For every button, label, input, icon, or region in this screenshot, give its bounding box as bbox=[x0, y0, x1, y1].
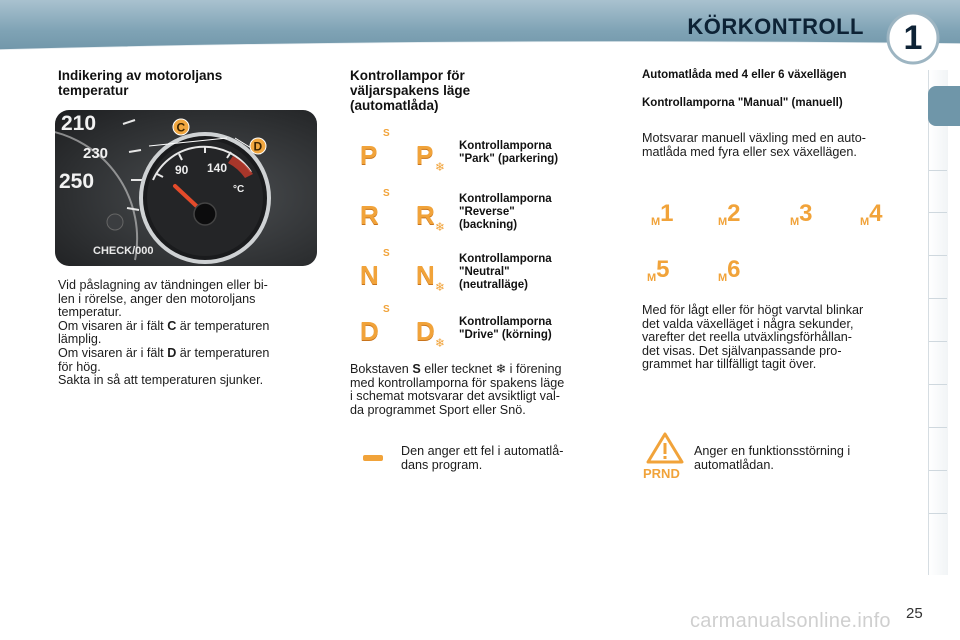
edge-tick bbox=[929, 427, 947, 428]
speed-230: 230 bbox=[83, 145, 109, 162]
oil-temperature-gauge-image bbox=[55, 110, 317, 266]
edge-tick bbox=[929, 384, 947, 385]
c-line: Om visaren är i fält C är temperaturen bbox=[58, 318, 270, 333]
warning-description: Anger en funktionsstörning i automatlådan. bbox=[694, 444, 851, 472]
speed-250: 250 bbox=[59, 170, 95, 193]
watermark: carmanualsonline.info bbox=[690, 610, 891, 632]
d-line: Om visaren är i fält D är temperaturen bbox=[58, 345, 270, 360]
snowflake-icon: ❄ bbox=[435, 220, 446, 234]
lamp-reverse bbox=[360, 190, 460, 234]
snowflake-icon: ❄ bbox=[435, 336, 446, 350]
right-heading: Automatlåda med 4 eller 6 växellägen bbox=[642, 69, 847, 81]
lamp-neutral-label: Kontrollamporna "Neutral" (neutralläge) bbox=[459, 253, 552, 291]
fault-description: Den anger ett fel i automatlå- dans program. bbox=[401, 444, 564, 472]
zone-c-label: C bbox=[176, 120, 186, 135]
gear-m1-indicator: M1 bbox=[651, 200, 674, 228]
edge-tick bbox=[929, 170, 947, 171]
program-fault-dash-icon bbox=[363, 455, 383, 461]
gearbox-warning-icon bbox=[642, 432, 688, 482]
edge-tick bbox=[929, 212, 947, 213]
lamp-d-sport: D bbox=[360, 316, 379, 346]
prnd-label: PRND bbox=[643, 466, 680, 481]
gear-m6-indicator: M6 bbox=[718, 256, 741, 284]
chapter-number: 1 bbox=[903, 19, 923, 57]
dial-unit: °C bbox=[233, 184, 245, 195]
page-header bbox=[0, 0, 960, 56]
lamp-d-snow: D bbox=[416, 316, 435, 346]
lamp-n-sport: N bbox=[360, 260, 379, 290]
gauge-drawing bbox=[55, 110, 317, 266]
lamp-park bbox=[360, 130, 460, 174]
manual-intro: Motsvarar manuell växling med en auto- matlåda med fyra eller sex växellägen. bbox=[642, 131, 866, 159]
lamp-n-snow: N bbox=[416, 260, 435, 290]
sport-s-icon: S bbox=[383, 188, 390, 199]
gear-m2-indicator: M2 bbox=[718, 200, 741, 228]
edge-tick bbox=[929, 341, 947, 342]
dial-140: 140 bbox=[207, 161, 228, 175]
speed-210: 210 bbox=[61, 112, 97, 135]
left-heading: Indikering av motoroljans temperatur bbox=[58, 68, 223, 98]
edge-tick bbox=[929, 513, 947, 514]
gear-m5-indicator: M5 bbox=[647, 256, 670, 284]
lamp-p-sport: P bbox=[360, 140, 378, 170]
edge-tick bbox=[929, 470, 947, 471]
lamp-neutral bbox=[360, 250, 460, 294]
blink-description: Med för lågt eller för högt varvtal blinkar det valda växelläget i några sekunder, varefter det reella utväxlingsförhållan- det visas. Det självanpassande pro- grammet har tillfälligt tagit över. bbox=[642, 303, 864, 372]
page-title: KÖRKONTROLL bbox=[687, 14, 864, 39]
lamp-r-snow: R bbox=[416, 200, 435, 230]
check-label: CHECK/000 bbox=[93, 245, 154, 257]
lamp-p-snow: P bbox=[416, 140, 434, 170]
gear-m3-indicator: M3 bbox=[790, 200, 813, 228]
page-number: 25 bbox=[906, 605, 923, 622]
left-body: Vid påslagning av tändningen eller bi- len i rörelse, anger den motoroljans temperatur. Om visaren är i fält C är temperaturen lämplig. Om visaren är i fält D är temperaturen för hög. Sakta in så att temperaturen sjunker. bbox=[58, 279, 320, 388]
gear-m4-indicator: M4 bbox=[860, 200, 883, 228]
sport-s-icon: S bbox=[383, 304, 390, 315]
snowflake-icon: ❄ bbox=[435, 160, 446, 174]
edge-tick bbox=[929, 298, 947, 299]
sport-s-icon: S bbox=[383, 128, 390, 139]
lamp-park-label: Kontrollamporna "Park" (parkering) bbox=[459, 140, 559, 165]
middle-note: Bokstaven S eller tecknet ❄ i förening med kontrollamporna för spakens läge i schemat motsvarar det avsiktligt val- da programmet Sport eller Snö. bbox=[350, 362, 565, 417]
dial-90: 90 bbox=[175, 163, 189, 177]
middle-heading: Kontrollampor för väljarspakens läge (automatlåda) bbox=[350, 68, 471, 113]
lamp-r-sport: R bbox=[360, 200, 379, 230]
edge-tabs bbox=[928, 70, 948, 575]
sport-s-icon: S bbox=[383, 248, 390, 259]
right-subheading: Kontrollamporna "Manual" (manuell) bbox=[642, 97, 843, 109]
zone-d-label: D bbox=[253, 139, 263, 154]
lamp-drive bbox=[360, 306, 460, 350]
active-chapter-tab[interactable] bbox=[928, 86, 960, 126]
snowflake-icon: ❄ bbox=[435, 280, 446, 294]
lamp-drive-label: Kontrollamporna "Drive" (körning) bbox=[459, 316, 552, 341]
edge-tick bbox=[929, 255, 947, 256]
lamp-reverse-label: Kontrollamporna "Reverse" (backning) bbox=[459, 193, 552, 231]
